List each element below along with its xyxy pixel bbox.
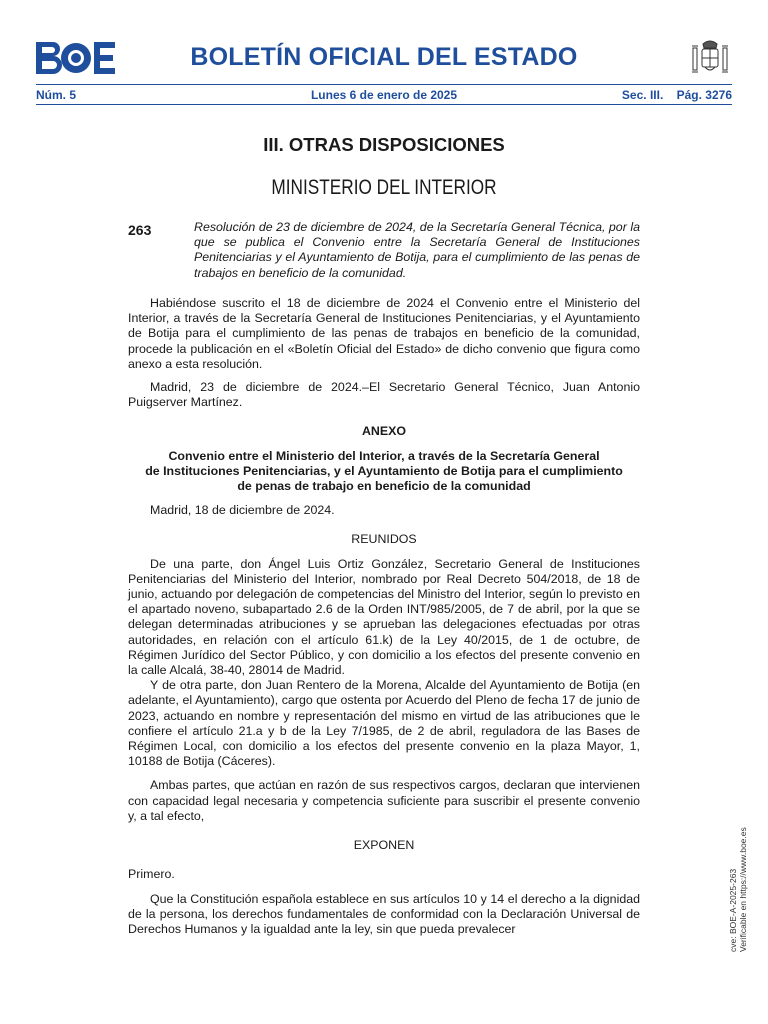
party-one-paragraph: De una parte, don Ángel Luis Ortiz González, Secretario General de Instituciones Penitenciarias del Ministerio del Interior, nombrado por Real Decreto 504/2018, de 18 de junio, actuando por delegación de competencias del Ministro del Interior, según lo previsto en el apartado noveno, subapartado 2.6 de la Orden INT/985/2005, de 7 de abril, por la que se delegan determinadas atribuciones y se aprueban las delegaciones efectuadas por otras autoridades, en relación con el artículo 61.k) de la Ley 40/2015, de 1 de octubre, de Régimen Jurídico del Sector Público, y con domicilio a los efectos del presente convenio en la calle Alcalá, 38-40, 28014 de Madrid. (128, 556, 640, 678)
annex-title-line: de penas de trabajo en beneficio de la comunidad (237, 479, 531, 494)
annex-title-line: Convenio entre el Ministerio del Interior, a través de la Secretaría General (168, 448, 600, 463)
section-page (622, 88, 732, 102)
reunidos-label: REUNIDOS (351, 532, 417, 547)
both-parties-paragraph: Ambas partes, que actúan en razón de sus respectivos cargos, declaran que intervienen con capacidad legal necesaria y competencia suficiente para suscribir el presente convenio y, a tal efecto, (128, 778, 640, 823)
bulletin-title: BOLETÍN OFICIAL DEL ESTADO (190, 43, 578, 71)
document-heading: Resolución de 23 de diciembre de 2024, de la Secretaría General Técnica, por la que se publica el Convenio entre la Secretaría General de Instituciones Penitenciarias y el Ayuntamiento de Botija, para el cumplimiento de las penas de trabajos en beneficio de la comunidad. (194, 220, 640, 280)
section-title: III. OTRAS DISPOSICIONES (263, 134, 505, 155)
intro-paragraph: Habiéndose suscrito el 18 de diciembre de 2024 el Convenio entre el Ministerio del Interior, a través de la Secretaría General de Instituciones Penitenciarias, y el Ayuntamiento de Botija para el cumplimiento de las penas de trabajos en beneficio de la comunidad, procede la publicación en el «Boletín Oficial del Estado» de dicho convenio que figura como anexo a esta resolución. (128, 296, 640, 371)
ministry-name: MINISTERIO DEL INTERIOR (271, 176, 497, 199)
primero-paragraph: Que la Constitución española establece en sus artículos 10 y 14 el derecho a la dignidad de la persona, los derechos fundamentales de conformidad con la Declaración Universal de Derechos Humanos y la igualdad ante la ley, sin que pueda prevalecer (128, 891, 640, 936)
exponen-label: EXPONEN (353, 838, 415, 853)
document-body (128, 296, 640, 937)
cve-code: cve: BOE-A-2025-263 (728, 868, 738, 952)
document-number: 263 (128, 222, 152, 238)
verification-url[interactable]: Verificable en https://www.boe.es (738, 827, 748, 952)
annex-label: ANEXO (361, 424, 407, 439)
issue-date: Lunes 6 de enero de 2025 (310, 88, 458, 102)
header-rule-top (36, 84, 732, 85)
primero-label: Primero. (128, 867, 175, 882)
page-number: Pág. 3276 (676, 88, 732, 102)
annex-title (128, 449, 640, 495)
header-rule-bottom (36, 104, 732, 105)
annex-date: Madrid, 18 de diciembre de 2024. (150, 503, 335, 518)
issue-meta-row (36, 88, 732, 104)
issue-number: Núm. 5 (36, 88, 77, 102)
annex-title-line: de Instituciones Penitenciarias, y el Ayuntamiento de Botija para el cumplimiento (145, 463, 623, 478)
party-two-paragraph: Y de otra parte, don Juan Rentero de la Morena, Alcalde del Ayuntamiento de Botija (en adelante, el Ayuntamiento), cargo que ostenta por Acuerdo del Pleno de fecha 17 de junio de 2023, actuando en nombre y representación del mismo en virtud de las atribuciones que le confiere el artículo 21.a y b de la Ley 7/1985, de 2 de abril, reguladora de las Bases de Régimen Local, con domicilio a los efectos del presente convenio en la plaza Mayor, 1, 10188 de Botija (Cáceres). (128, 678, 640, 769)
verification-note (728, 822, 748, 952)
section-label: Sec. III. (621, 88, 664, 102)
spain-coat-of-arms-icon (688, 36, 732, 80)
signature-paragraph: Madrid, 23 de diciembre de 2024.–El Secretario General Técnico, Juan Antonio Puigserver Martínez. (128, 380, 640, 410)
